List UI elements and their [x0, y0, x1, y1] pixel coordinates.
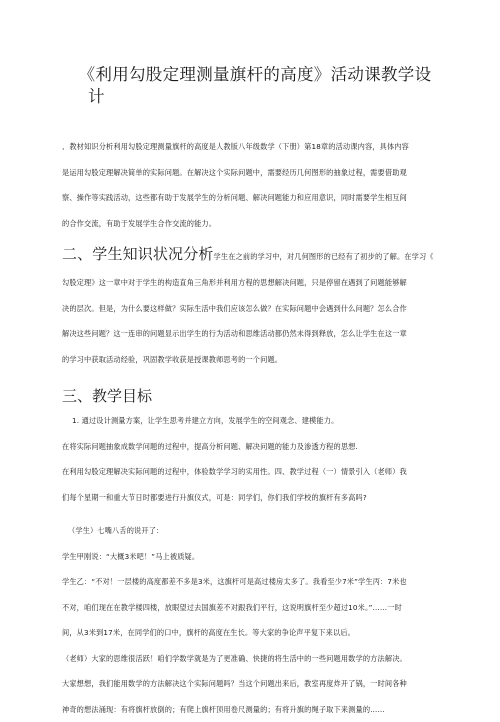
dialog-line: 学生乙：“不对！一层楼的高度都差不多是3米，这旗杆可是高过楼房太多了。我看至少7米”学生丙：7米也 [62, 569, 444, 595]
section-3-line: 1. 通过设计测量方案，让学生思考并建立方向，发展学生的空间观念、建模能力。 [62, 408, 444, 434]
title-line-2: 计 [66, 86, 444, 108]
section-2-line: 决的层次。但是，为什么要这样做？实际生活中我们应该怎么做？在实际问题中会遇到什么问题？怎么合作 [62, 296, 444, 322]
section-2-first-line [62, 244, 444, 270]
title-line-1: 《利用勾股定理测量旗杆的高度》活动课教学设 [66, 64, 444, 86]
section-3-line: 们每个星期一和重大节日时都要进行升旗仪式，可是：同学们，你们我们学校的旗杆有多高吗? [62, 485, 444, 511]
section-3-line: 在将实际问题抽象成数学问题的过程中，提高分析问题、解决问题的能力及渗透方程的思想. [62, 434, 444, 460]
intro-line: 、教材知识分析利用勾股定理测量旗杆的高度是人教版八年级数学（下册）第18章的活动课内容，具体内容 [62, 134, 444, 160]
section-2-first-text: 学生在之前的学习中，对几何图形的已经有了初步的了解。在学习《 [214, 252, 434, 261]
dialog-line: 大家想想，我们能用数学的方法解决这个实际问题吗？当这个问题出来后，教室再度炸开了锅，一时间各种 [62, 671, 444, 697]
dialog-line: （老师）大家的思维很活跃！咱们学数学就是为了更准确、快捷的将生活中的一些问题用数学的方法解决。 [62, 646, 444, 672]
section-2-line: 解决这些问题？这一连串的问题显示出学生的行为活动和思维活动都仍然未得到释放，怎么让学生在这一章 [62, 321, 444, 347]
intro-section [62, 134, 444, 236]
dialog-line: 神奇的想法涌现：有将旗杆放倒的；有爬上旗杆顶用卷尺测量的；有将升旗的绳子取下来测量的…… [62, 697, 444, 722]
dialog-line: （学生）七嘴八舌的说开了： [62, 518, 444, 544]
intro-line: 的合作交流，有助于发展学生合作交流的能力。 [62, 211, 444, 237]
section-3-heading: 三、教学目标 [62, 384, 444, 408]
section-3 [62, 384, 444, 510]
intro-line: 察、操作等实践活动，这些都有助于发展学生的分析问题、解决问题能力和应用意识，同时需要学生相互间 [62, 185, 444, 211]
document-title [66, 64, 444, 108]
section-2-line: 的学习中获取活动经验，巩固教学收获是授课教师思考的一个问题。 [62, 347, 444, 373]
section-2-heading: 二、学生知识状况分析 [62, 245, 214, 263]
dialog-section [62, 518, 444, 722]
dialog-line: 学生甲刚说：“大概3米吧！”马上被质疑。 [62, 544, 444, 570]
section-3-line: 在利用勾股定理解决实际问题的过程中，体验数学学习的实用性。四、教学过程（一）情景引入（老师）我 [62, 459, 444, 485]
section-2 [62, 244, 444, 372]
dialog-line: 不对，咱们现在在教学楼四楼，放眼望过去国旗差不对跟我们平行，这说明旗杆至少超过10米。”……一时 [62, 595, 444, 621]
dialog-line: 间，从3米到17米，在同学们的口中，旗杆的高度在生长。等大家的争论声平复下来以后。 [62, 620, 444, 646]
intro-line: 是运用勾股定理解决简单的实际问题。在解决这个实际问题中，需要经历几何图形的抽象过程，需要借助观 [62, 160, 444, 186]
section-2-line: 勾股定理》这一章中对于学生的构造直角三角形并利用方程的思想解决问题，只是停留在遇到了问题能够解 [62, 270, 444, 296]
